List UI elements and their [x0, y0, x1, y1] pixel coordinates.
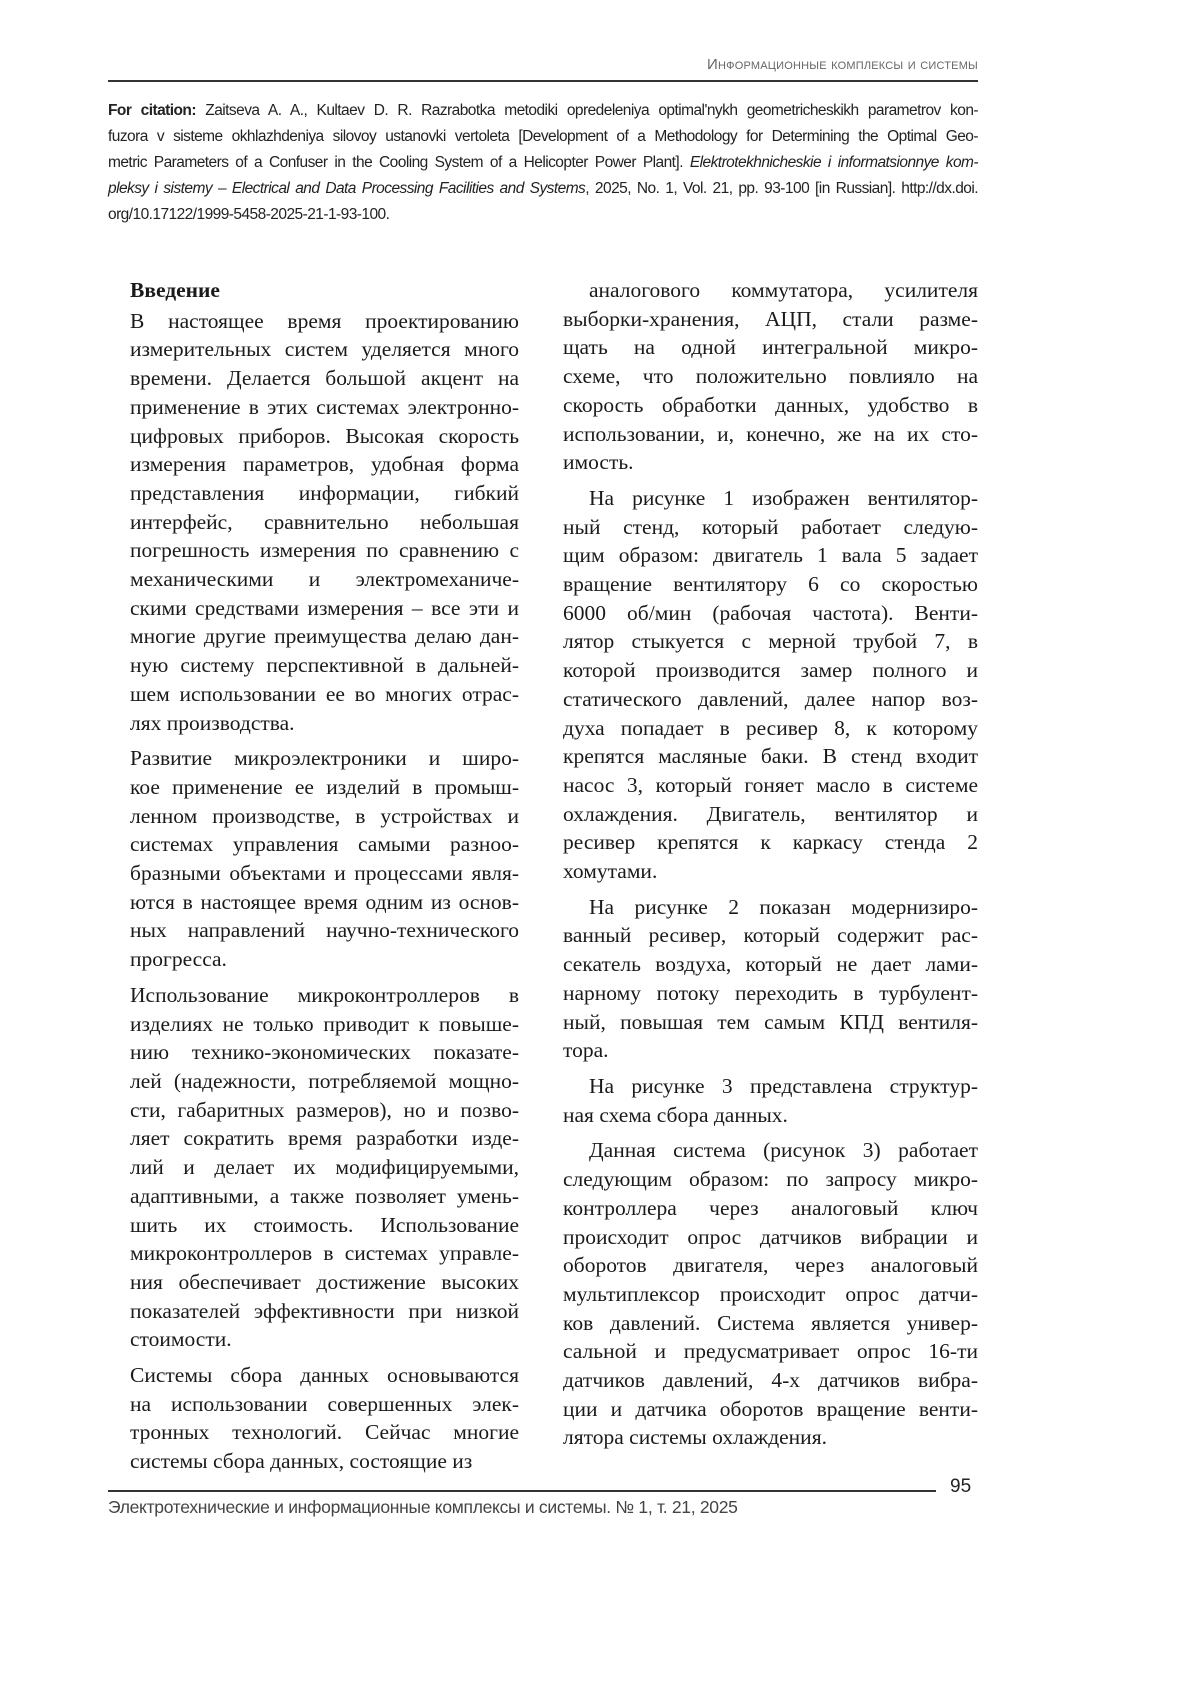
text-line: насос 3, который гоняет масло в системе: [563, 771, 978, 800]
text-line: На рисунке 3 представлена структур-: [563, 1072, 978, 1101]
paragraph: [563, 484, 978, 886]
citation-block: [108, 98, 978, 228]
paragraph: [563, 893, 978, 1065]
text-line: кое применение ее изделий в промыш-: [130, 773, 519, 802]
text-line: шем использовании ее во многих отрас-: [130, 680, 519, 709]
paragraph: [563, 1072, 978, 1129]
citation-line: [108, 150, 978, 176]
text-line: ленном производстве, в устройствах и: [130, 802, 519, 831]
text-line: охлаждения. Двигатель, вентилятор и: [563, 800, 978, 829]
text-line: ются в настоящее время одним из основ-: [130, 888, 519, 917]
text-line: секатель воздуха, который не дает лами-: [563, 950, 978, 979]
text-line: щать на одной интегральной микро-: [563, 333, 978, 362]
text-line: Системы сбора данных основываются: [130, 1361, 519, 1390]
text-line: 6000 об/мин (рабочая частота). Венти-: [563, 599, 978, 628]
citation-text: metric Parameters of a Confuser in the Cooling System of a Helicopter Power Plant].: [108, 154, 690, 171]
footer-rule: [108, 1490, 936, 1492]
text-line: Развитие микроэлектроники и широ-: [130, 744, 519, 773]
text-line: лий и делает их модифицируемыми,: [130, 1153, 519, 1182]
text-line: на использовании совершенных элек-: [130, 1390, 519, 1419]
header-rule: [108, 80, 978, 82]
text-line: щим образом: двигатель 1 вала 5 задает: [563, 541, 978, 570]
text-line: На рисунке 1 изображен вентилятор-: [563, 484, 978, 513]
text-line: ный, повышая тем самым КПД вентиля-: [563, 1008, 978, 1037]
text-line: сальной и предусматривает опрос 16-ти: [563, 1337, 978, 1366]
paragraph: [563, 1136, 978, 1452]
citation-line: [108, 98, 978, 124]
text-line: хомутами.: [563, 857, 978, 886]
text-line: лях производства.: [130, 709, 519, 738]
text-line: лятора системы охлаждения.: [563, 1423, 978, 1452]
citation-text: Zaitseva A. A., Kultaev D. R. Razrabotka metodiki opredeleniya optimal'nykh geometricheskikh parametrov kon-: [196, 102, 978, 119]
text-line: датчиков давлений, 4-х датчиков вибра-: [563, 1366, 978, 1395]
text-line: многие другие преимущества делаю дан-: [130, 622, 519, 651]
text-line: скорость обработки данных, удобство в: [563, 391, 978, 420]
text-line: вращение вентилятору 6 со скоростью: [563, 570, 978, 599]
text-line: измерения параметров, удобная форма: [130, 450, 519, 479]
text-line: бразными объектами и процессами явля-: [130, 859, 519, 888]
text-line: прогресса.: [130, 945, 519, 974]
paragraph: [130, 307, 519, 738]
footer-journal: Электротехнические и информационные комплексы и системы. № 1, т. 21, 2025: [108, 1497, 738, 1518]
text-line: измерительных систем уделяется много: [130, 335, 519, 364]
text-line: шить их стоимость. Использование: [130, 1211, 519, 1240]
citation-journal: pleksy i sistemy – Electrical and Data Processing Facilities and Systems: [108, 180, 585, 197]
text-line: которой производится замер полного и: [563, 656, 978, 685]
text-line: механическими и электромеханиче-: [130, 565, 519, 594]
text-line: скими средствами измерения – все эти и: [130, 594, 519, 623]
left-column: [130, 276, 519, 1483]
text-line: сти, габаритных размеров), но и позво-: [130, 1096, 519, 1125]
text-line: представления информации, гибкий: [130, 479, 519, 508]
text-line: ции и датчика оборотов вращение венти-: [563, 1395, 978, 1424]
text-line: оборотов двигателя, через аналоговый: [563, 1251, 978, 1280]
text-line: следующим образом: по запросу микро-: [563, 1165, 978, 1194]
text-line: ных направлений научно-технического: [130, 916, 519, 945]
citation-line: [108, 176, 978, 202]
text-line: погрешность измерения по сравнению с: [130, 536, 519, 565]
paragraph: [130, 744, 519, 974]
citation-line: fuzora v sisteme okhlazhdeniya silovoy ustanovki vertoleta [Development of a Methodology for Determining the Optimal Geo-: [108, 124, 978, 150]
citation-journal: Elektrotekhnicheskie i informatsionnye kom-: [690, 154, 978, 171]
text-line: ванный ресивер, который содержит рас-: [563, 921, 978, 950]
text-line: лятор стыкуется с мерной трубой 7, в: [563, 627, 978, 656]
text-line: выборки-хранения, АЦП, стали разме-: [563, 305, 978, 334]
paragraph: [130, 1361, 519, 1476]
right-column: [563, 276, 978, 1459]
text-line: мультиплексор происходит опрос датчи-: [563, 1280, 978, 1309]
paragraph: [130, 981, 519, 1354]
running-header: Информационные комплексы и системы: [108, 56, 978, 73]
text-line: ков давлений. Система является универ-: [563, 1309, 978, 1338]
text-line: ная схема сбора данных.: [563, 1101, 978, 1130]
text-line: системы сбора данных, состоящие из: [130, 1447, 519, 1476]
text-line: микроконтроллеров в системах управле-: [130, 1239, 519, 1268]
text-line: показателей эффективности при низкой: [130, 1297, 519, 1326]
text-line: имость.: [563, 448, 978, 477]
text-line: адаптивными, а также позволяет умень-: [130, 1182, 519, 1211]
text-line: ный стенд, который работает следую-: [563, 513, 978, 542]
paragraph: [563, 276, 978, 477]
text-line: статического давлений, далее напор воз-: [563, 685, 978, 714]
citation-label: For citation:: [108, 102, 196, 119]
text-line: изделиях не только приводит к повыше-: [130, 1010, 519, 1039]
text-line: духа попадает в ресивер 8, к которому: [563, 714, 978, 743]
text-line: На рисунке 2 показан модернизиро-: [563, 893, 978, 922]
text-line: схеме, что положительно повлияло на: [563, 362, 978, 391]
text-line: лей (надежности, потребляемой мощно-: [130, 1067, 519, 1096]
text-line: стоимости.: [130, 1325, 519, 1354]
section-heading: Введение: [130, 276, 519, 305]
text-line: интерфейс, сравнительно небольшая: [130, 508, 519, 537]
text-line: применение в этих системах электронно-: [130, 393, 519, 422]
text-line: аналогового коммутатора, усилителя: [563, 276, 978, 305]
text-line: нию технико-экономических показате-: [130, 1038, 519, 1067]
text-line: ресивер крепятся к каркасу стенда 2: [563, 828, 978, 857]
page-number: 95: [950, 1476, 971, 1498]
citation-text: , 2025, No. 1, Vol. 21, pp. 93-100 [in Russian]. http://dx.doi.: [585, 180, 978, 197]
text-line: тронных технологий. Сейчас многие: [130, 1418, 519, 1447]
text-line: Использование микроконтроллеров в: [130, 981, 519, 1010]
text-line: системах управления самыми разноо-: [130, 830, 519, 859]
text-line: ния обеспечивает достижение высоких: [130, 1268, 519, 1297]
text-line: цифровых приборов. Высокая скорость: [130, 422, 519, 451]
text-line: В настоящее время проектированию: [130, 307, 519, 336]
text-line: нарному потоку переходить в турбулент-: [563, 979, 978, 1008]
text-line: ную систему перспективной в дальней-: [130, 651, 519, 680]
citation-doi: org/10.17122/1999-5458-2025-21-1-93-100.: [108, 202, 978, 228]
text-line: использовании, и, конечно, же на их сто-: [563, 420, 978, 449]
text-line: тора.: [563, 1036, 978, 1065]
text-line: контроллера через аналоговый ключ: [563, 1194, 978, 1223]
text-line: происходит опрос датчиков вибрации и: [563, 1223, 978, 1252]
text-line: ляет сократить время разработки изде-: [130, 1124, 519, 1153]
text-line: времени. Делается большой акцент на: [130, 364, 519, 393]
text-line: Данная система (рисунок 3) работает: [563, 1136, 978, 1165]
text-line: крепятся масляные баки. В стенд входит: [563, 742, 978, 771]
